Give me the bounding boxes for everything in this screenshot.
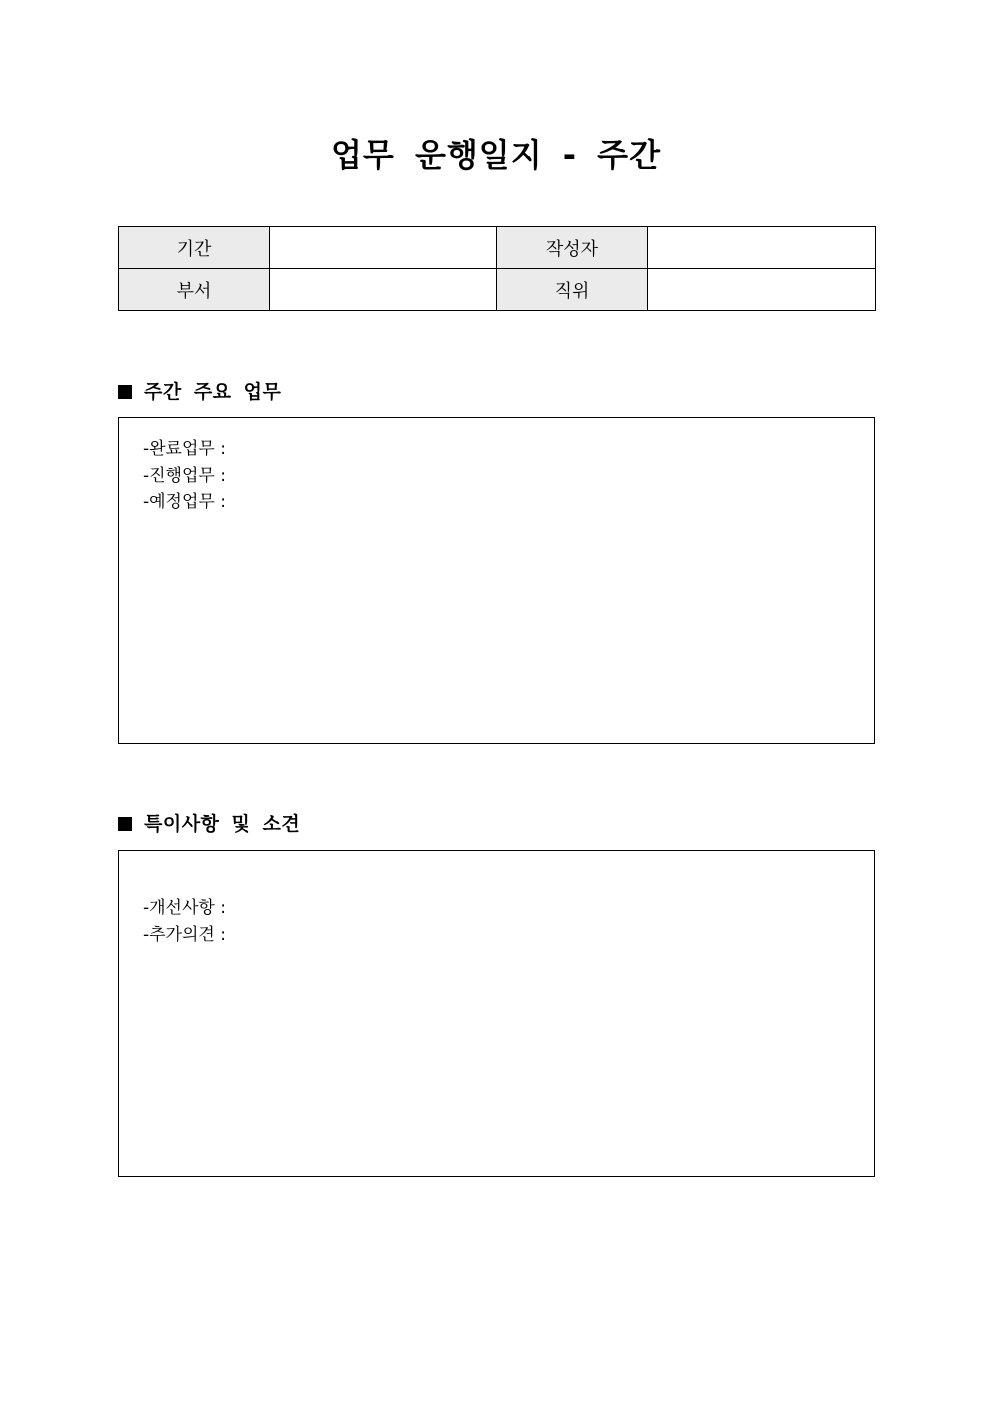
table-row [119,227,876,269]
black-square-icon [118,817,132,831]
position-label: 직위 [497,269,648,311]
improvements-line: -개선사항 : [143,898,226,918]
planned-tasks-line: -예정업무 : [143,492,226,512]
remarks-heading [118,811,300,837]
in-progress-tasks-line: -진행업무 : [143,465,226,486]
department-field[interactable] [270,269,497,311]
remarks-box[interactable] [118,850,875,1177]
black-square-icon [118,385,132,399]
weekly-tasks-box[interactable] [118,417,875,744]
position-field[interactable] [648,269,876,311]
author-field[interactable] [648,227,876,269]
table-row [119,269,876,311]
page-title: 업무 운행일지 - 주간 [331,136,661,174]
completed-tasks-line: -완료업무 : [143,439,226,459]
weekly-tasks-heading [118,379,281,405]
period-field[interactable] [270,227,497,269]
period-label: 기간 [119,227,270,269]
weekly-tasks-heading-text: 주간 주요 업무 [144,381,282,403]
author-label: 작성자 [497,227,648,269]
additional-opinions-line: -추가의견 : [143,924,226,945]
remarks-heading-text: 특이사항 및 소견 [144,813,301,835]
remarks-lines [143,895,226,948]
weekly-tasks-lines [143,436,226,516]
info-table [118,226,876,311]
department-label: 부서 [119,269,270,311]
